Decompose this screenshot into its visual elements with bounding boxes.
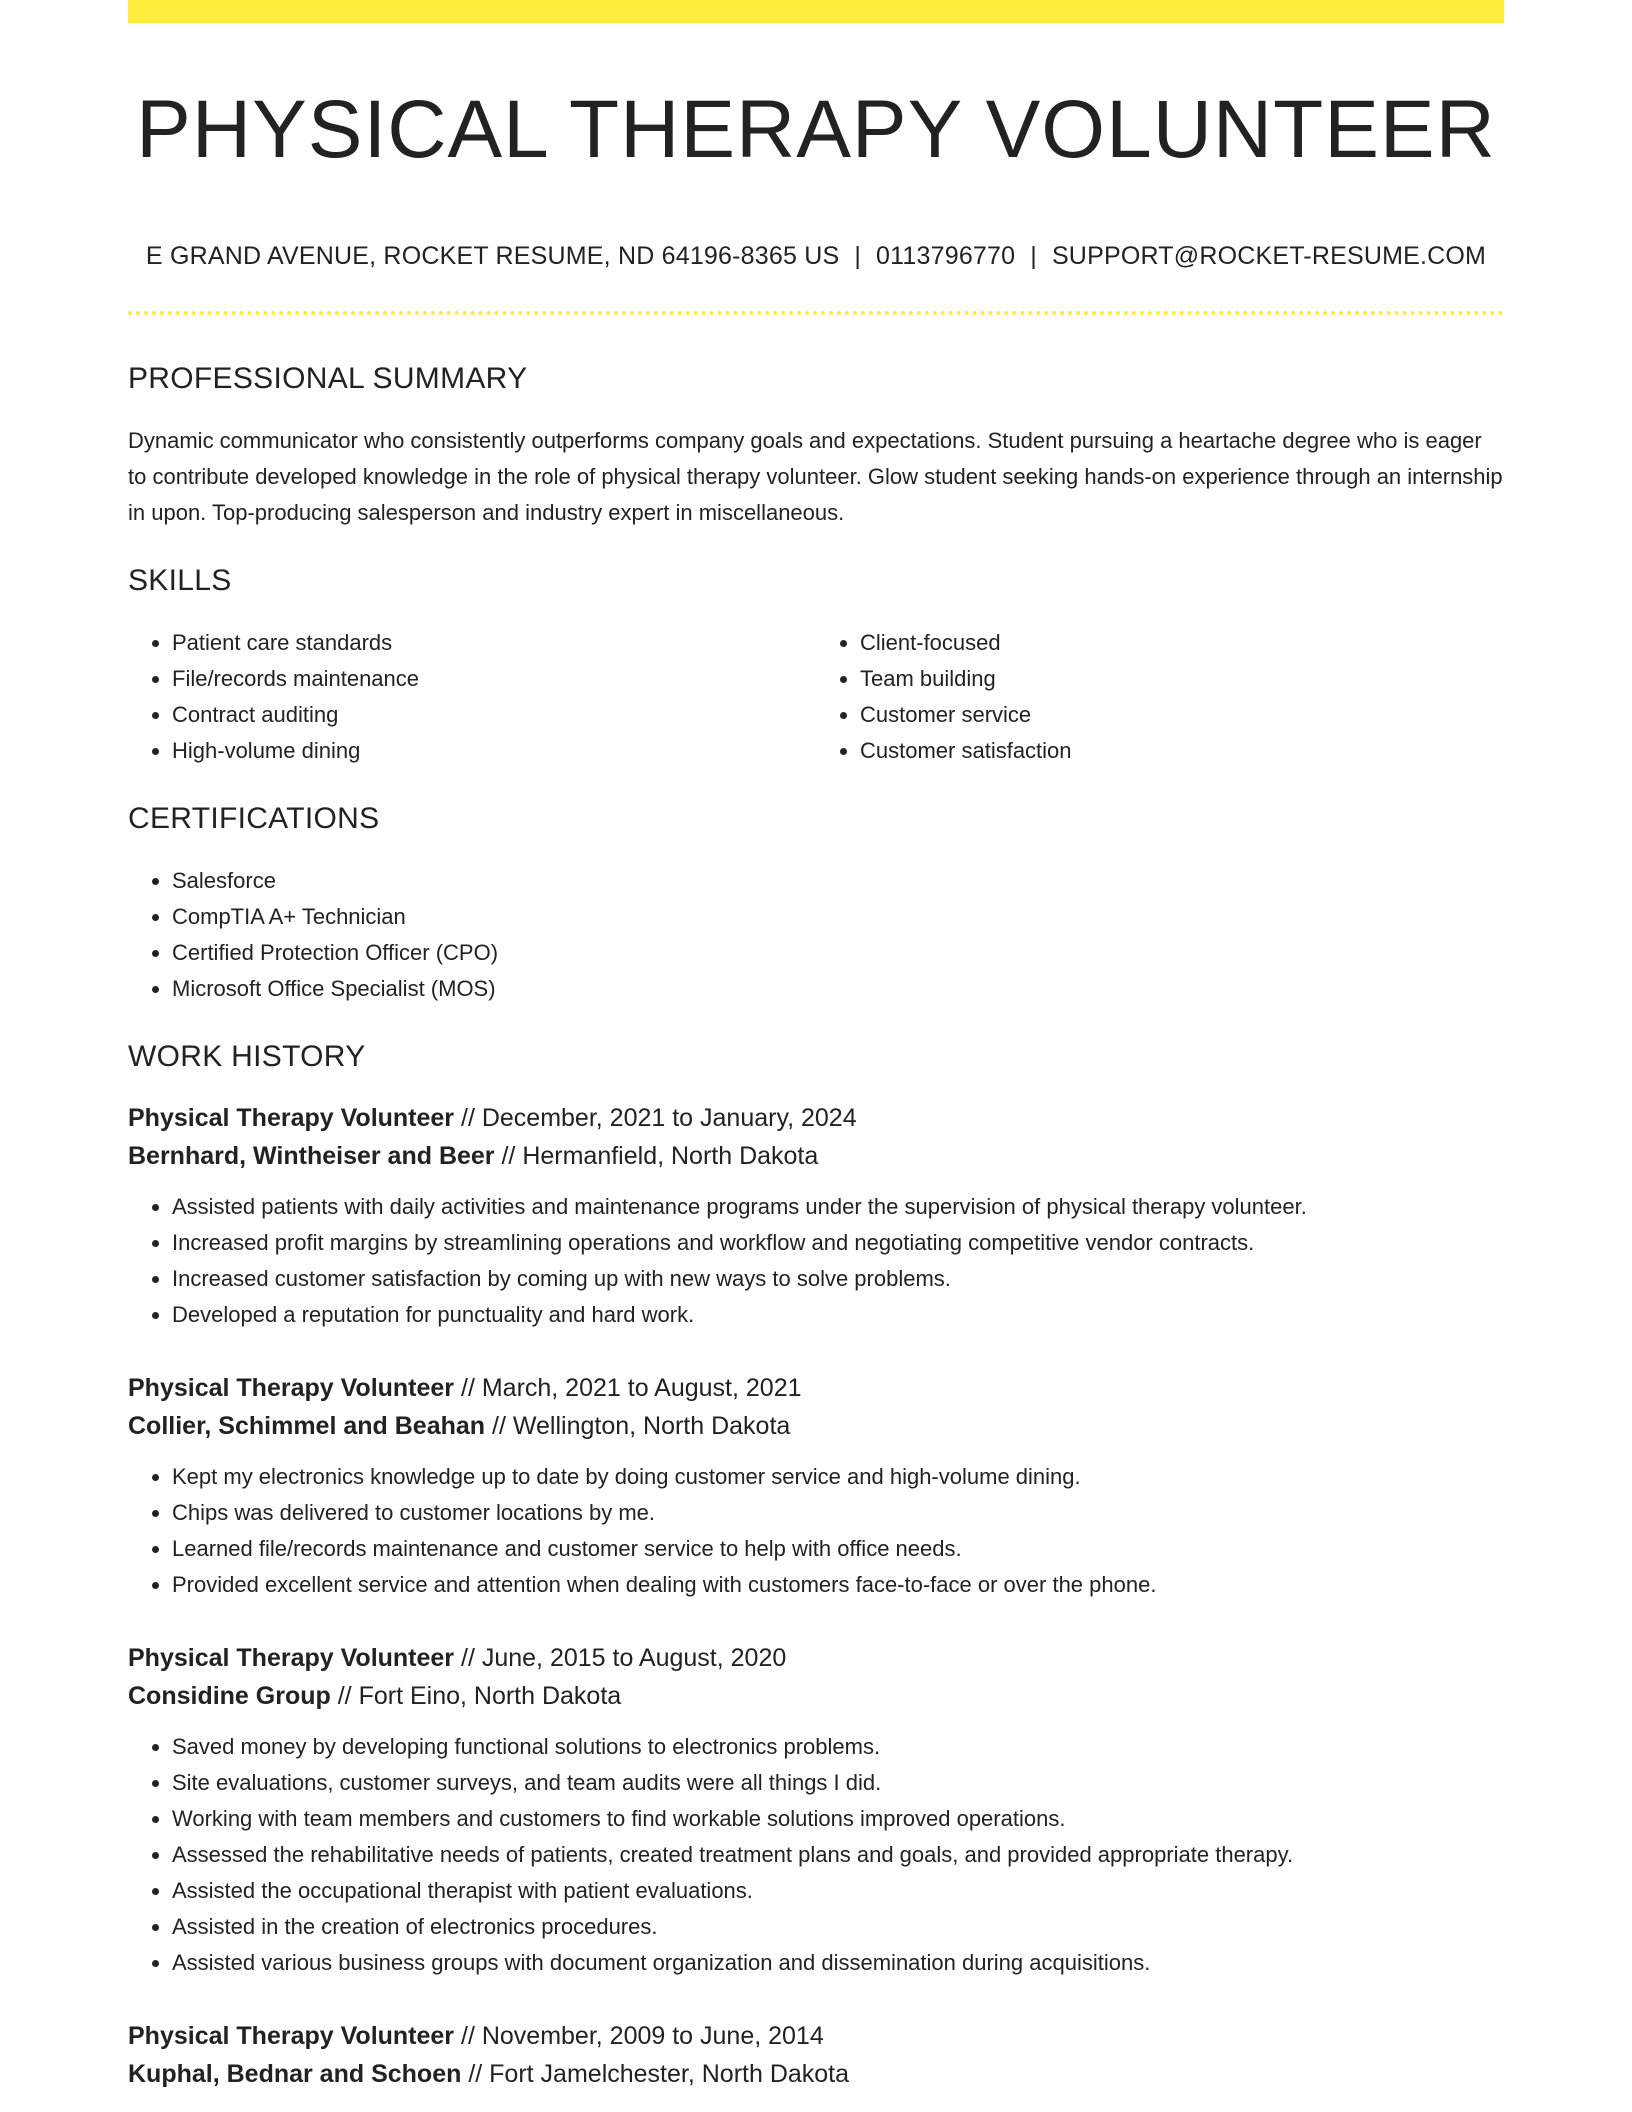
job-dates: // December, 2021 to January, 2024	[461, 1104, 857, 1133]
certification-item: • Salesforce	[172, 863, 1504, 899]
job-bullet: • Assisted the occupational therapist with patient evaluations.	[172, 1873, 1504, 1909]
contact-address: E GRAND AVENUE, ROCKET RESUME, ND 64196-8365 US	[145, 242, 840, 271]
job-entry	[128, 1369, 1504, 1603]
job-bullet: • Chips was delivered to customer locations by me.	[172, 1495, 1504, 1531]
job-company: Considine Group	[128, 1682, 331, 1711]
job-entry	[128, 1639, 1504, 1981]
job-bullet: • Assessed the rehabilitative needs of patients, created treatment plans and goals, and provided appropriate therapy.	[172, 1837, 1504, 1873]
job-dates: // November, 2009 to June, 2014	[461, 2022, 824, 2051]
resume-name: PHYSICAL THERAPY VOLUNTEER	[136, 84, 1496, 175]
skill-item: • Patient care standards	[172, 625, 816, 661]
resume-page	[128, 0, 1504, 2093]
certifications-section	[128, 801, 1504, 1007]
job-bullet: • Site evaluations, customer surveys, and team audits were all things I did.	[172, 1765, 1504, 1801]
job-bullet: • Working with team members and customers to find workable solutions improved operations.	[172, 1801, 1504, 1837]
job-company-line	[128, 1407, 1504, 1445]
job-company: Kuphal, Bednar and Schoen	[128, 2060, 462, 2089]
certification-item: • CompTIA A+ Technician	[172, 899, 1504, 935]
job-bullets	[128, 1459, 1504, 1603]
summary-heading: PROFESSIONAL SUMMARY	[128, 362, 528, 396]
job-dates: // June, 2015 to August, 2020	[461, 1644, 787, 1673]
contact-separator: |	[854, 242, 862, 271]
skill-item: • File/records maintenance	[172, 661, 816, 697]
skills-heading: SKILLS	[128, 564, 232, 598]
job-bullet: • Assisted patients with daily activities and maintenance programs under the supervision of physical therapy volunteer.	[172, 1189, 1504, 1225]
job-title: Physical Therapy Volunteer	[128, 1374, 455, 1403]
work-history-heading: WORK HISTORY	[128, 1040, 366, 1074]
job-bullet: • Learned file/records maintenance and customer service to help with office needs.	[172, 1531, 1504, 1567]
job-entry	[128, 1099, 1504, 1333]
skill-item: • Customer service	[860, 697, 1504, 733]
skill-item: • Contract auditing	[172, 697, 816, 733]
job-company-line	[128, 2055, 1504, 2093]
job-bullet: • Kept my electronics knowledge up to date by doing customer service and high-volume dining.	[172, 1459, 1504, 1495]
job-location: // Hermanfield, North Dakota	[501, 1142, 819, 1171]
contact-separator: |	[1030, 242, 1037, 271]
skills-list-right	[816, 625, 1504, 769]
job-location: // Fort Jamelchester, North Dakota	[468, 2060, 850, 2089]
job-bullet: • Increased customer satisfaction by coming up with new ways to solve problems.	[172, 1261, 1504, 1297]
job-bullet: • Assisted in the creation of electronics procedures.	[172, 1909, 1504, 1945]
skills-list-left	[128, 625, 816, 769]
job-company: Collier, Schimmel and Beahan	[128, 1412, 486, 1441]
contact-phone: 0113796770	[876, 242, 1016, 271]
job-company-line	[128, 1677, 1504, 1715]
job-bullet: • Saved money by developing functional solutions to electronics problems.	[172, 1729, 1504, 1765]
job-bullets	[128, 1189, 1504, 1333]
skill-item: • High-volume dining	[172, 733, 816, 769]
contact-line	[128, 241, 1504, 271]
job-title-line	[128, 1639, 1504, 1677]
job-title-line	[128, 1099, 1504, 1137]
skill-item: • Customer satisfaction	[860, 733, 1504, 769]
job-bullet: • Provided excellent service and attention when dealing with customers face-to-face or over the phone.	[172, 1567, 1504, 1603]
job-entry	[128, 2017, 1504, 2093]
job-title: Physical Therapy Volunteer	[128, 1644, 455, 1673]
job-bullet: • Increased profit margins by streamlining operations and workflow and negotiating competitive vendor contracts.	[172, 1225, 1504, 1261]
job-title: Physical Therapy Volunteer	[128, 2022, 455, 2051]
summary-section	[128, 361, 1504, 531]
summary-text: Dynamic communicator who consistently outperforms company goals and expectations. Student pursuing a heartache degree who is eager to contribute developed knowledge in the role of physical therapy volunteer. Glow student seeking hands-on experience through an internship in upon. Top-producing salesperson and industry expert in miscellaneous.	[128, 428, 1503, 526]
skill-item: • Client-focused	[860, 625, 1504, 661]
job-title: Physical Therapy Volunteer	[128, 1104, 455, 1133]
job-title-line	[128, 2017, 1504, 2055]
skill-item: • Team building	[860, 661, 1504, 697]
job-location: // Fort Eino, North Dakota	[337, 1682, 622, 1711]
skills-grid	[128, 625, 1504, 769]
job-bullet: • Assisted various business groups with document organization and dissemination during acquisitions.	[172, 1945, 1504, 1981]
job-company-line	[128, 1137, 1504, 1175]
certifications-list	[128, 863, 1504, 1007]
certification-item: • Microsoft Office Specialist (MOS)	[172, 971, 1504, 1007]
job-bullets	[128, 1729, 1504, 1981]
job-company: Bernhard, Wintheiser and Beer	[128, 1142, 495, 1171]
contact-email: SUPPORT@ROCKET-RESUME.COM	[1051, 242, 1487, 271]
dotted-divider	[128, 311, 1504, 315]
certifications-heading: CERTIFICATIONS	[128, 802, 380, 836]
skills-section	[128, 563, 1504, 769]
job-bullet: • Developed a reputation for punctuality and hard work.	[172, 1297, 1504, 1333]
certification-item: • Certified Protection Officer (CPO)	[172, 935, 1504, 971]
top-accent-bar	[128, 0, 1504, 23]
work-history-section	[128, 1039, 1504, 2093]
job-title-line	[128, 1369, 1504, 1407]
job-location: // Wellington, North Dakota	[492, 1412, 791, 1441]
job-dates: // March, 2021 to August, 2021	[461, 1374, 802, 1403]
